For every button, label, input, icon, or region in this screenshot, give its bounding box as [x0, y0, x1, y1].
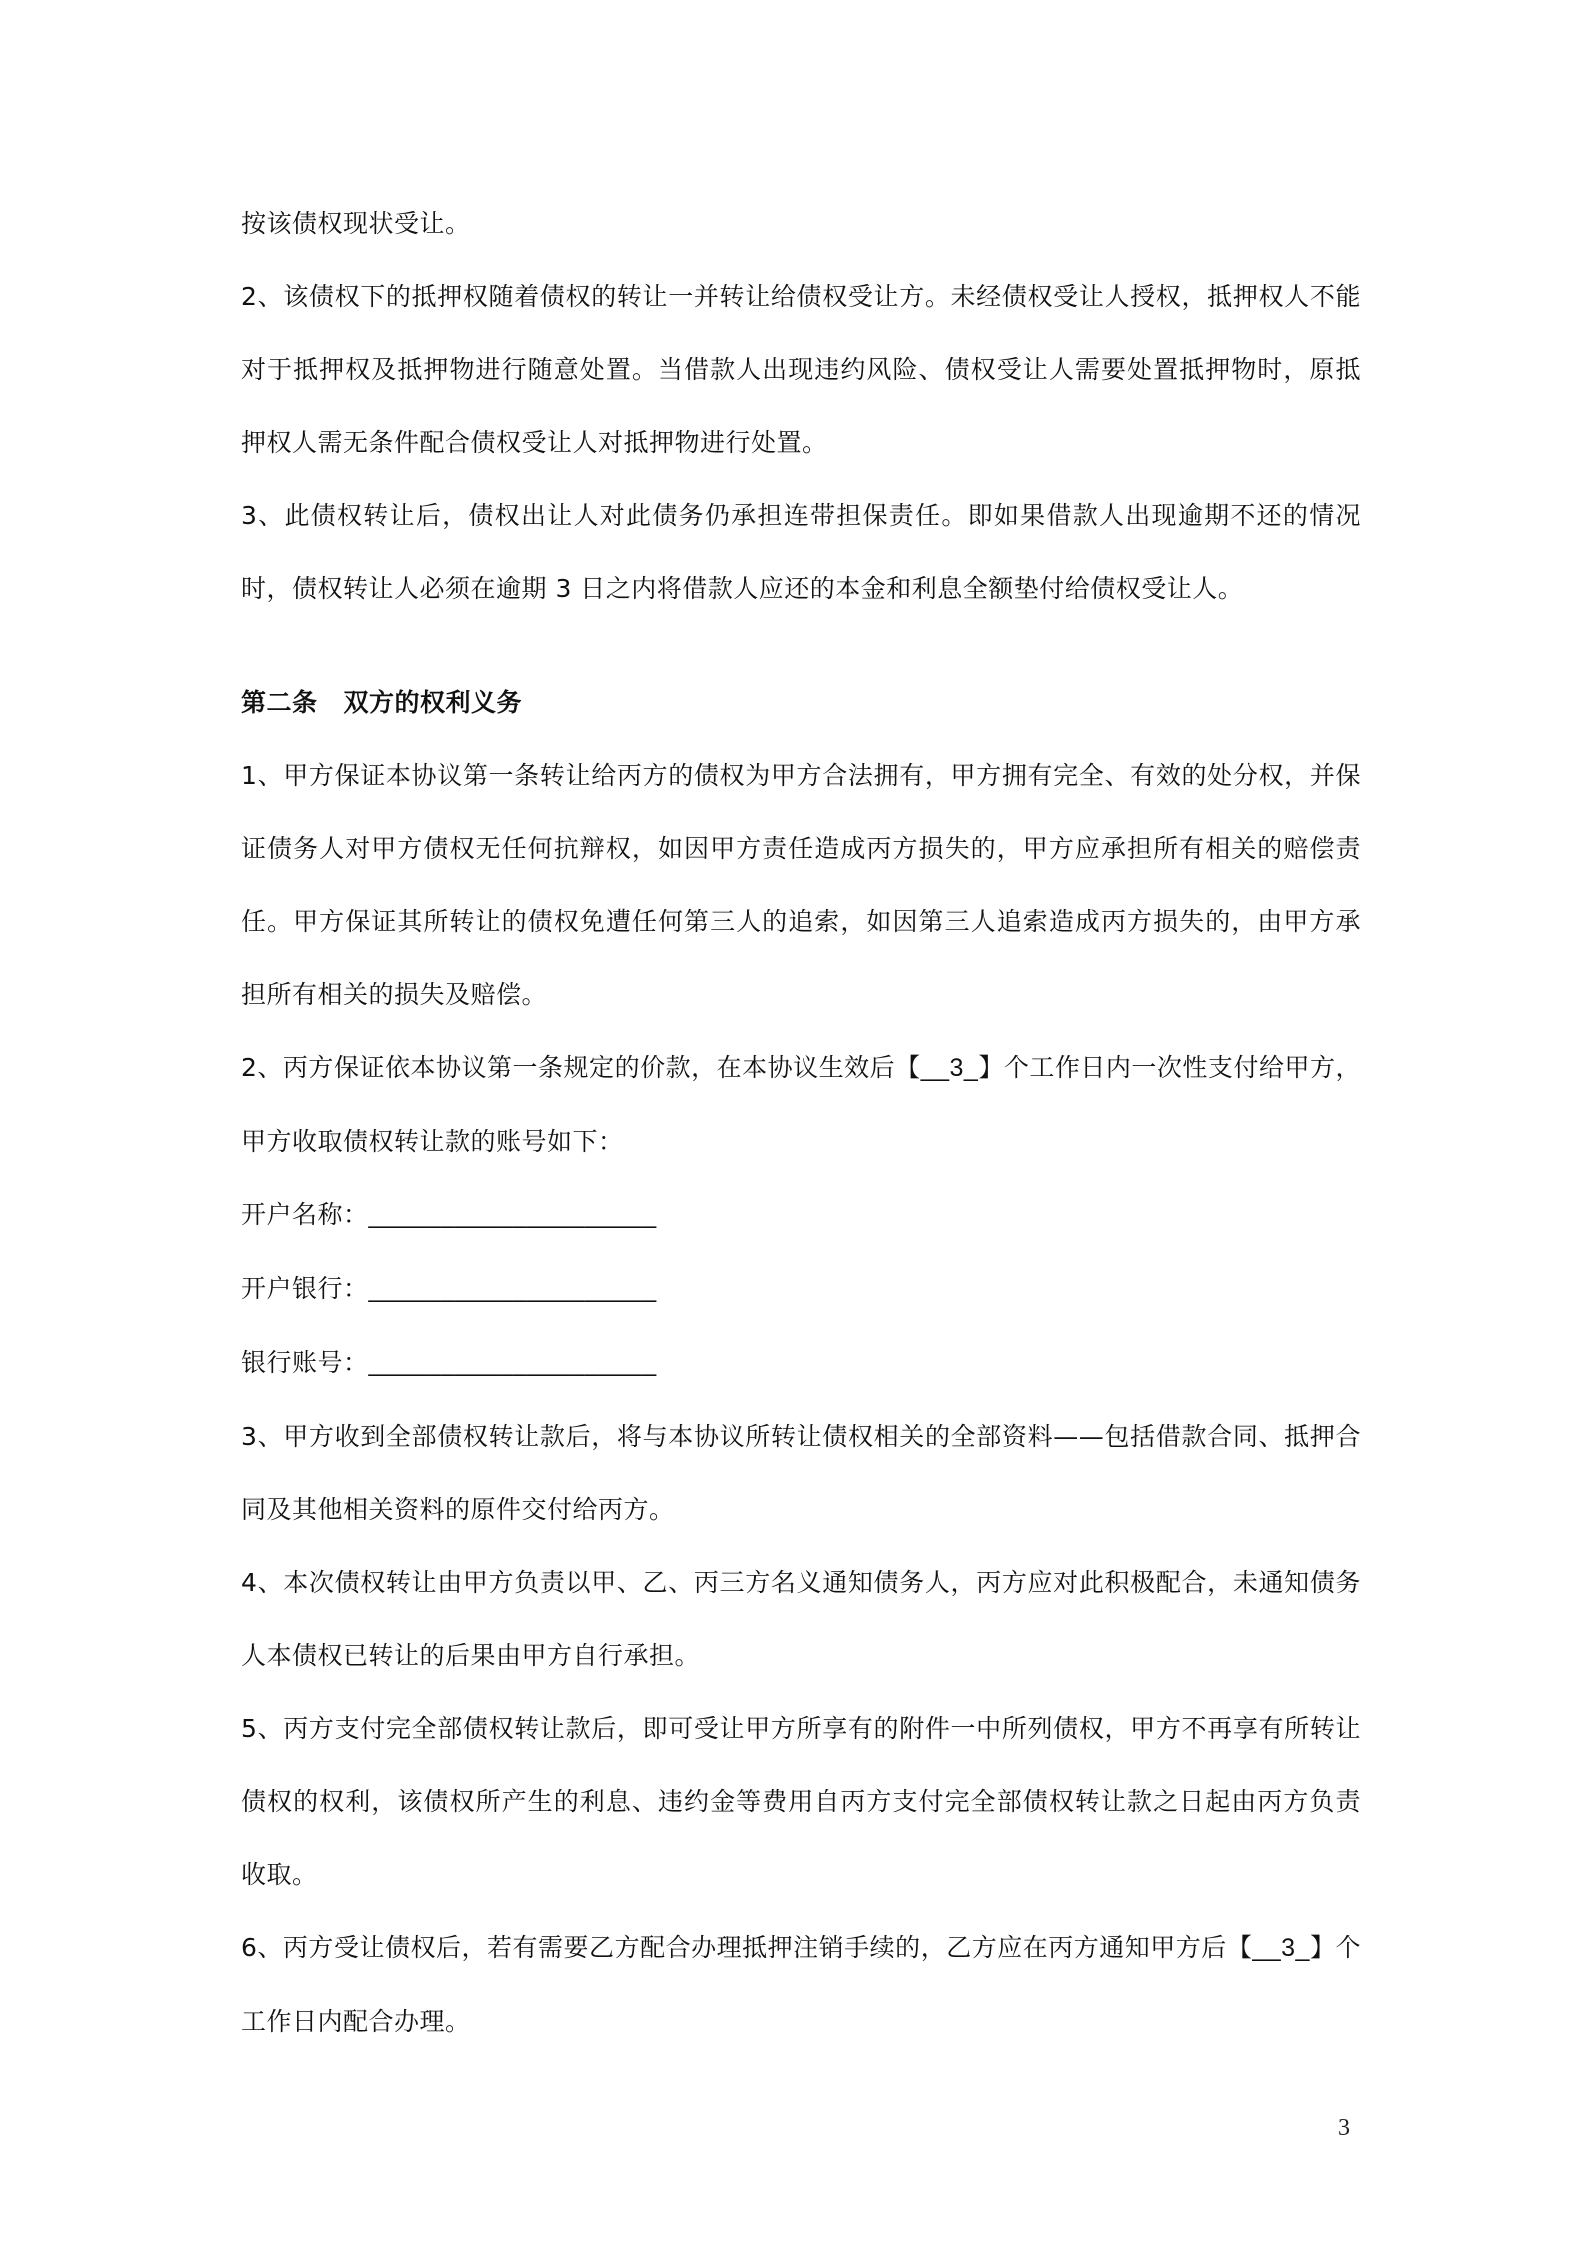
paragraph-rights-transfer: 5、丙方支付完全部债权转让款后，即可受让甲方所享有的附件一中所列债权，甲方不再享有所转让债权的权利，该债权所产生的利息、违约金等费用自丙方支付完全部债权转让款之日起由丙方负责收取。: [241, 1714, 1361, 1889]
section-heading: [241, 666, 1361, 739]
payment-text-after: 】个工作日内一次性支付给甲方，甲方收取债权转让款的账号如下：: [241, 1053, 1361, 1156]
account-name-field: [241, 1178, 1361, 1252]
payment-days-blank: __3_: [920, 1054, 979, 1082]
cancellation-text-before: 6、丙方受让债权后，若有需要乙方配合办理抵押注销手续的，乙方应在丙方通知甲方后【: [241, 1933, 1253, 1962]
payment-text-before: 2、丙方保证依本协议第一条规定的价款，在本协议生效后【: [241, 1053, 921, 1082]
paragraph-document-handover: 3、甲方收到全部债权转让款后，将与本协议所转让债权相关的全部资料——包括借款合同、抵押合同及其他相关资料的原件交付给丙方。: [241, 1422, 1361, 1524]
account-number-label: 银行账号：: [241, 1348, 369, 1377]
paragraph-continuation: 按该债权现状受让。: [241, 209, 471, 238]
page-number: 3: [1338, 2115, 1350, 2141]
account-name-blank: ____________________: [368, 1201, 657, 1229]
paragraph-mortgage-transfer: 2、该债权下的抵押权随着债权的转让一并转让给债权受让方。未经债权受让人授权，抵押权人不能对于抵押权及抵押物进行随意处置。当借款人出现违约风险、债权受让人需要处置抵押物时，原抵押权人需无条件配合债权受让人对抵押物进行处置。: [241, 282, 1361, 457]
paragraph-mortgage-cancellation: [241, 1911, 1361, 2058]
document-body: [241, 187, 1361, 2058]
section-title: 双方的权利义务: [343, 688, 523, 717]
paragraph-payment-terms: [241, 1031, 1361, 1178]
account-number-field: [241, 1326, 1361, 1400]
paragraph-joint-guarantee: 3、此债权转让后，债权出让人对此债务仍承担连带担保责任。即如果借款人出现逾期不还的情况时，债权转让人必须在逾期 3 日之内将借款人应还的本金和利息全额垫付给债权受让人。: [241, 501, 1361, 603]
account-bank-field: [241, 1252, 1361, 1326]
account-bank-blank: ____________________: [368, 1275, 657, 1303]
account-name-label: 开户名称：: [241, 1200, 369, 1229]
cancellation-days-blank: __3_: [1252, 1934, 1310, 1962]
account-bank-label: 开户银行：: [241, 1274, 369, 1303]
account-number-blank: ____________________: [368, 1349, 657, 1377]
paragraph-party-a-warranty: 1、甲方保证本协议第一条转让给丙方的债权为甲方合法拥有，甲方拥有完全、有效的处分权，并保证债务人对甲方债权无任何抗辩权，如因甲方责任造成丙方损失的，甲方应承担所有相关的赔偿责任。甲方保证其所转让的债权免遭任何第三人的追索，如因第三人追索造成丙方损失的，由甲方承担所有相关的损失及赔偿。: [241, 761, 1361, 1009]
paragraph-debtor-notice: 4、本次债权转让由甲方负责以甲、乙、丙三方名义通知债务人，丙方应对此积极配合，未通知债务人本债权已转让的后果由甲方自行承担。: [241, 1568, 1361, 1670]
cancellation-text-after: 】个工作日内配合办理。: [241, 1933, 1361, 2036]
section-number: 第二条: [241, 688, 318, 717]
